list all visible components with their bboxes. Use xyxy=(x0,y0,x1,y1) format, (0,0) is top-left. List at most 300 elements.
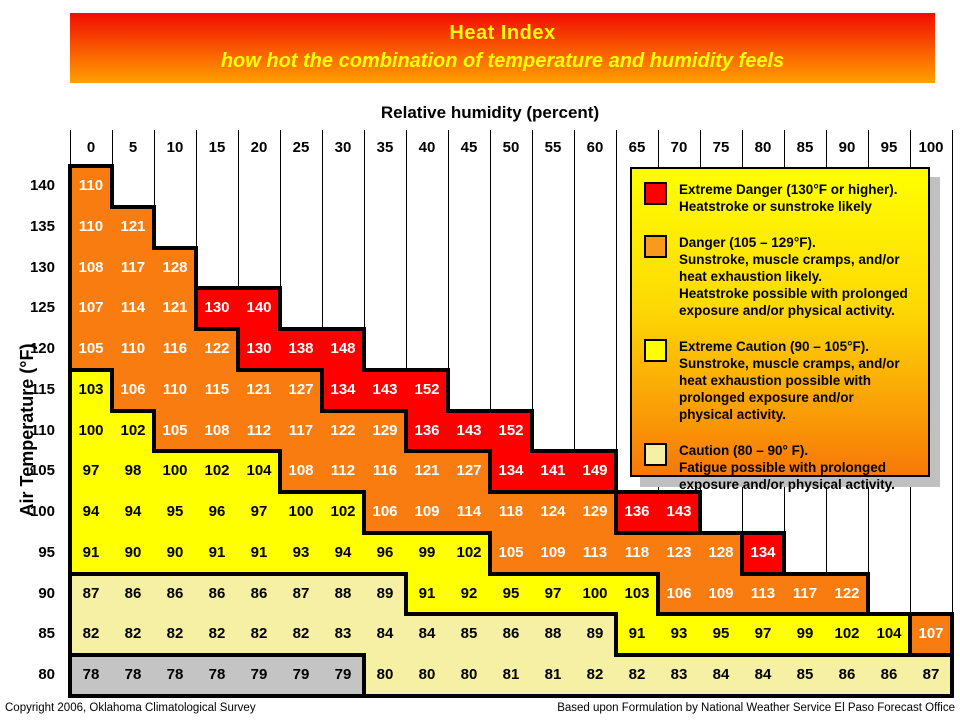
heat-cell: 91 xyxy=(616,614,658,655)
heat-cell: 86 xyxy=(112,574,154,615)
grid-line xyxy=(532,130,533,166)
grid-line xyxy=(68,572,114,576)
heat-cell: 121 xyxy=(238,370,280,411)
heat-cell: 102 xyxy=(196,451,238,492)
grid-line xyxy=(448,329,449,370)
grid-line xyxy=(572,612,618,616)
heat-cell: 88 xyxy=(322,574,364,615)
grid-line xyxy=(238,248,239,289)
grid-line xyxy=(68,449,72,494)
grid-line xyxy=(616,288,617,329)
grid-line xyxy=(194,327,240,331)
grid-line xyxy=(616,207,617,248)
grid-line xyxy=(826,492,827,533)
heat-cell: 97 xyxy=(238,492,280,533)
grid-line xyxy=(362,368,408,372)
grid-line xyxy=(866,653,912,657)
grid-line xyxy=(530,694,576,698)
heat-cell: 88 xyxy=(532,614,574,655)
heat-cell: 123 xyxy=(658,533,700,574)
humidity-header: 70 xyxy=(670,139,688,156)
legend-item xyxy=(644,338,928,423)
temp-label: 115 xyxy=(30,380,55,398)
grid-line xyxy=(952,451,953,492)
heat-cell: 91 xyxy=(238,533,280,574)
grid-line xyxy=(320,572,366,576)
grid-line xyxy=(782,612,828,616)
heat-cell: 92 xyxy=(448,574,490,615)
heat-cell: 143 xyxy=(448,411,490,452)
heat-cell: 102 xyxy=(826,614,868,655)
heat-cell: 121 xyxy=(112,207,154,248)
humidity-header: 0 xyxy=(86,139,96,156)
heat-cell: 104 xyxy=(238,451,280,492)
grid-line xyxy=(236,286,282,290)
grid-line xyxy=(364,207,365,248)
grid-line xyxy=(406,207,407,248)
heat-cell: 140 xyxy=(238,288,280,329)
heat-cell: 109 xyxy=(700,574,742,615)
grid-line xyxy=(446,612,492,616)
grid-line xyxy=(68,164,114,168)
grid-line xyxy=(614,531,660,535)
temp-label: 95 xyxy=(38,543,55,561)
temp-label: 140 xyxy=(29,177,55,194)
grid-line xyxy=(952,329,953,370)
grid-line xyxy=(488,409,534,413)
grid-line xyxy=(236,449,282,453)
heat-cell: 127 xyxy=(448,451,490,492)
page-title: Heat Index xyxy=(449,22,556,44)
grid-line xyxy=(68,572,72,617)
grid-line xyxy=(784,492,785,533)
heat-cell: 113 xyxy=(742,574,784,615)
grid-line xyxy=(616,166,617,207)
grid-line xyxy=(866,572,870,617)
heat-cell: 130 xyxy=(238,329,280,370)
temp-label: 105 xyxy=(29,462,55,480)
grid-line xyxy=(446,449,492,453)
grid-line xyxy=(112,130,113,166)
grid-line xyxy=(574,166,575,207)
heat-cell: 152 xyxy=(490,411,532,452)
grid-line xyxy=(406,130,407,166)
grid-line xyxy=(908,612,912,657)
grid-line xyxy=(280,207,281,248)
heat-cell: 78 xyxy=(112,655,154,696)
grid-line xyxy=(406,248,407,289)
grid-line xyxy=(152,246,198,250)
grid-line xyxy=(574,248,575,289)
grid-line xyxy=(614,694,660,698)
heat-cell: 82 xyxy=(196,614,238,655)
heat-cell: 110 xyxy=(70,207,112,248)
heat-cell: 102 xyxy=(448,533,490,574)
grid-line xyxy=(278,653,324,657)
heat-cell: 86 xyxy=(154,574,196,615)
heat-cell: 97 xyxy=(532,574,574,615)
grid-line xyxy=(488,531,492,576)
heat-cell: 129 xyxy=(364,411,406,452)
grid-line xyxy=(868,533,869,574)
grid-line xyxy=(656,694,702,698)
heat-cell: 110 xyxy=(154,370,196,411)
grid-line xyxy=(488,612,534,616)
heat-cell: 148 xyxy=(322,329,364,370)
heat-cell: 94 xyxy=(70,492,112,533)
heat-cell: 114 xyxy=(448,492,490,533)
heat-cell: 80 xyxy=(448,655,490,696)
grid-line xyxy=(824,653,870,657)
heat-cell: 105 xyxy=(154,411,196,452)
grid-line xyxy=(616,329,617,370)
grid-line xyxy=(614,490,618,535)
legend xyxy=(630,167,930,492)
heat-cell: 112 xyxy=(322,451,364,492)
temp-label: 80 xyxy=(38,666,55,684)
grid-line xyxy=(322,130,323,166)
heat-cell: 83 xyxy=(658,655,700,696)
grid-line xyxy=(110,653,156,657)
grid-line xyxy=(866,612,912,616)
grid-line xyxy=(404,531,450,535)
grid-line xyxy=(448,248,449,289)
grid-line xyxy=(952,533,953,574)
grid-line xyxy=(320,368,324,413)
heat-cell: 102 xyxy=(322,492,364,533)
grid-line xyxy=(362,572,408,576)
grid-line xyxy=(952,370,953,411)
humidity-header: 15 xyxy=(208,139,226,156)
page-subtitle: how hot the combination of temperature and humidity feels xyxy=(220,50,785,72)
grid-line xyxy=(446,368,450,413)
grid-line xyxy=(782,694,828,698)
heat-cell: 87 xyxy=(280,574,322,615)
heat-cell: 110 xyxy=(112,329,154,370)
heat-cell: 106 xyxy=(658,574,700,615)
grid-line xyxy=(574,130,575,166)
grid-line xyxy=(866,694,912,698)
grid-line xyxy=(700,130,701,166)
grid-line xyxy=(616,130,617,166)
grid-line xyxy=(446,409,492,413)
grid-line xyxy=(196,207,197,248)
heat-cell: 86 xyxy=(868,655,910,696)
temp-label: 90 xyxy=(38,584,55,602)
grid-line xyxy=(532,207,533,248)
grid-line xyxy=(952,288,953,329)
grid-line xyxy=(68,409,72,454)
grid-line xyxy=(364,288,365,329)
grid-line xyxy=(616,248,617,289)
heat-cell: 82 xyxy=(112,614,154,655)
grid-line xyxy=(742,492,743,533)
grid-line xyxy=(614,449,618,494)
grid-line xyxy=(280,166,281,207)
grid-line xyxy=(824,694,870,698)
grid-line xyxy=(154,166,155,207)
grid-line xyxy=(530,572,576,576)
grid-line xyxy=(950,612,954,657)
heat-cell: 108 xyxy=(196,411,238,452)
grid-line xyxy=(910,492,911,533)
grid-line xyxy=(278,368,324,372)
grid-line xyxy=(280,130,281,166)
grid-line xyxy=(68,368,72,413)
heat-cell: 117 xyxy=(784,574,826,615)
heat-cell: 136 xyxy=(406,411,448,452)
grid-line xyxy=(194,694,240,698)
heat-cell: 109 xyxy=(532,533,574,574)
grid-line xyxy=(364,166,365,207)
grid-line xyxy=(278,286,282,331)
grid-line xyxy=(952,207,953,248)
grid-line xyxy=(950,653,954,698)
heat-cell: 107 xyxy=(70,288,112,329)
heat-cell: 93 xyxy=(280,533,322,574)
heat-cell: 152 xyxy=(406,370,448,411)
grid-line xyxy=(194,246,198,291)
grid-line xyxy=(656,531,702,535)
grid-line xyxy=(320,694,366,698)
heat-cell: 94 xyxy=(322,533,364,574)
grid-line xyxy=(322,166,323,207)
humidity-header: 60 xyxy=(586,139,604,156)
grid-line xyxy=(278,572,324,576)
grid-line xyxy=(952,411,953,452)
grid-line xyxy=(698,531,744,535)
grid-line xyxy=(614,612,618,657)
grid-line xyxy=(656,612,702,616)
heat-cell: 114 xyxy=(112,288,154,329)
grid-line xyxy=(362,694,408,698)
heat-cell: 105 xyxy=(70,329,112,370)
grid-line xyxy=(362,490,366,535)
temp-label: 100 xyxy=(29,503,55,521)
heat-cell: 106 xyxy=(112,370,154,411)
grid-line xyxy=(68,205,72,250)
grid-line xyxy=(656,653,702,657)
humidity-header: 50 xyxy=(502,139,520,156)
heat-cell: 113 xyxy=(574,533,616,574)
grid-line xyxy=(574,207,575,248)
temp-label: 110 xyxy=(30,421,55,439)
grid-line xyxy=(320,409,366,413)
legend-item xyxy=(644,442,928,493)
grid-line xyxy=(532,166,533,207)
grid-line xyxy=(572,490,618,494)
grid-line xyxy=(362,531,408,535)
grid-line xyxy=(152,449,198,453)
grid-line xyxy=(362,327,366,372)
heat-cell: 100 xyxy=(574,574,616,615)
grid-line xyxy=(278,449,282,494)
heat-cell: 89 xyxy=(364,574,406,615)
grid-line xyxy=(322,248,323,289)
legend-item-text: Extreme Danger (130°F or higher). Heatstroke or sunstroke likely xyxy=(679,182,898,214)
grid-line xyxy=(952,130,953,166)
grid-line xyxy=(68,653,114,657)
heat-cell: 96 xyxy=(196,492,238,533)
heat-cell: 82 xyxy=(238,614,280,655)
heat-cell: 149 xyxy=(574,451,616,492)
grid-line xyxy=(490,166,491,207)
grid-line xyxy=(196,130,197,166)
legend-swatch-icon xyxy=(644,339,667,362)
grid-line xyxy=(740,694,786,698)
grid-line xyxy=(784,130,785,166)
heat-cell: 91 xyxy=(196,533,238,574)
grid-line xyxy=(322,288,323,329)
grid-line xyxy=(910,533,911,574)
grid-line xyxy=(194,572,240,576)
grid-line xyxy=(320,327,366,331)
heat-cell: 108 xyxy=(70,248,112,289)
heat-cell: 86 xyxy=(826,655,868,696)
grid-line xyxy=(530,612,576,616)
grid-line xyxy=(152,409,156,454)
grid-line xyxy=(782,531,786,576)
heat-cell: 95 xyxy=(154,492,196,533)
grid-line xyxy=(826,130,827,166)
humidity-header: 55 xyxy=(544,139,562,156)
heat-cell: 84 xyxy=(406,614,448,655)
grid-line xyxy=(698,694,744,698)
grid-line xyxy=(656,572,660,617)
heat-cell: 79 xyxy=(238,655,280,696)
heat-cell: 86 xyxy=(238,574,280,615)
heat-cell: 95 xyxy=(490,574,532,615)
grid-line xyxy=(910,130,911,166)
heat-cell: 105 xyxy=(490,533,532,574)
heat-cell: 117 xyxy=(280,411,322,452)
y-axis-title: Air Temperature (°F) xyxy=(17,343,37,517)
heat-cell: 136 xyxy=(616,492,658,533)
grid-line xyxy=(490,207,491,248)
grid-line xyxy=(488,694,534,698)
grid-line xyxy=(196,166,197,207)
grid-line xyxy=(490,248,491,289)
temp-label: 125 xyxy=(29,299,55,317)
grid-line xyxy=(404,572,408,617)
grid-line xyxy=(194,449,240,453)
humidity-header: 35 xyxy=(376,139,394,156)
heat-cell: 93 xyxy=(658,614,700,655)
grid-line xyxy=(824,612,870,616)
heat-cell: 129 xyxy=(574,492,616,533)
heat-cell: 121 xyxy=(406,451,448,492)
temp-label: 120 xyxy=(29,340,55,358)
heat-cell: 122 xyxy=(826,574,868,615)
heat-cell: 84 xyxy=(700,655,742,696)
grid-line xyxy=(152,694,198,698)
grid-line xyxy=(68,164,72,209)
heat-cell: 99 xyxy=(406,533,448,574)
heat-cell: 83 xyxy=(322,614,364,655)
grid-line xyxy=(742,130,743,166)
heat-cell: 118 xyxy=(616,533,658,574)
heat-cell: 90 xyxy=(112,533,154,574)
humidity-header: 75 xyxy=(712,139,730,156)
grid-line xyxy=(740,531,786,535)
grid-line xyxy=(404,694,450,698)
heat-cell: 143 xyxy=(658,492,700,533)
heat-cell: 87 xyxy=(910,655,952,696)
grid-line xyxy=(488,490,534,494)
grid-line xyxy=(616,411,617,452)
grid-line xyxy=(278,327,324,331)
grid-line xyxy=(698,653,744,657)
grid-line xyxy=(68,490,72,535)
temp-label: 85 xyxy=(38,625,55,643)
grid-line xyxy=(658,130,659,166)
grid-line xyxy=(406,166,407,207)
humidity-header: 5 xyxy=(128,139,138,156)
grid-line xyxy=(152,653,198,657)
grid-line xyxy=(908,653,954,657)
grid-line xyxy=(910,574,911,615)
grid-line xyxy=(614,572,660,576)
humidity-header: 95 xyxy=(880,139,898,156)
grid-line xyxy=(740,653,786,657)
grid-line xyxy=(110,409,156,413)
heat-cell: 127 xyxy=(280,370,322,411)
heat-cell: 81 xyxy=(490,655,532,696)
heat-cell: 138 xyxy=(280,329,322,370)
heat-cell: 95 xyxy=(700,614,742,655)
heat-cell: 122 xyxy=(196,329,238,370)
heat-cell: 102 xyxy=(112,411,154,452)
grid-line xyxy=(320,490,366,494)
heat-cell: 108 xyxy=(280,451,322,492)
heat-cell: 94 xyxy=(112,492,154,533)
grid-line xyxy=(110,368,114,413)
heat-cell: 112 xyxy=(238,411,280,452)
grid-line xyxy=(152,572,198,576)
heat-cell: 110 xyxy=(70,166,112,207)
grid-line xyxy=(236,653,282,657)
grid-line xyxy=(616,370,617,411)
grid-line xyxy=(740,612,786,616)
grid-line xyxy=(740,531,744,576)
heat-cell: 97 xyxy=(70,451,112,492)
heat-cell: 134 xyxy=(322,370,364,411)
grid-line xyxy=(238,130,239,166)
grid-line xyxy=(530,490,576,494)
grid-line xyxy=(364,248,365,289)
temp-label: 130 xyxy=(29,258,55,276)
heat-cell: 82 xyxy=(280,614,322,655)
heat-cell: 100 xyxy=(70,411,112,452)
grid-line xyxy=(952,166,953,207)
grid-line xyxy=(698,490,702,535)
heat-cell: 82 xyxy=(616,655,658,696)
humidity-header: 80 xyxy=(754,139,772,156)
grid-line xyxy=(572,694,618,698)
heat-cell: 141 xyxy=(532,451,574,492)
humidity-header: 10 xyxy=(166,139,184,156)
heat-cell: 85 xyxy=(784,655,826,696)
legend-swatch-icon xyxy=(644,443,667,466)
heat-cell: 80 xyxy=(364,655,406,696)
grid-line xyxy=(574,411,575,452)
legend-item-text: Caution (80 – 90° F). Fatigue possible with prolonged exposure and/or physical activity. xyxy=(679,443,895,492)
grid-line xyxy=(490,370,491,411)
grid-line xyxy=(488,449,492,494)
grid-line xyxy=(490,130,491,166)
grid-line xyxy=(322,207,323,248)
humidity-header: 30 xyxy=(334,139,352,156)
